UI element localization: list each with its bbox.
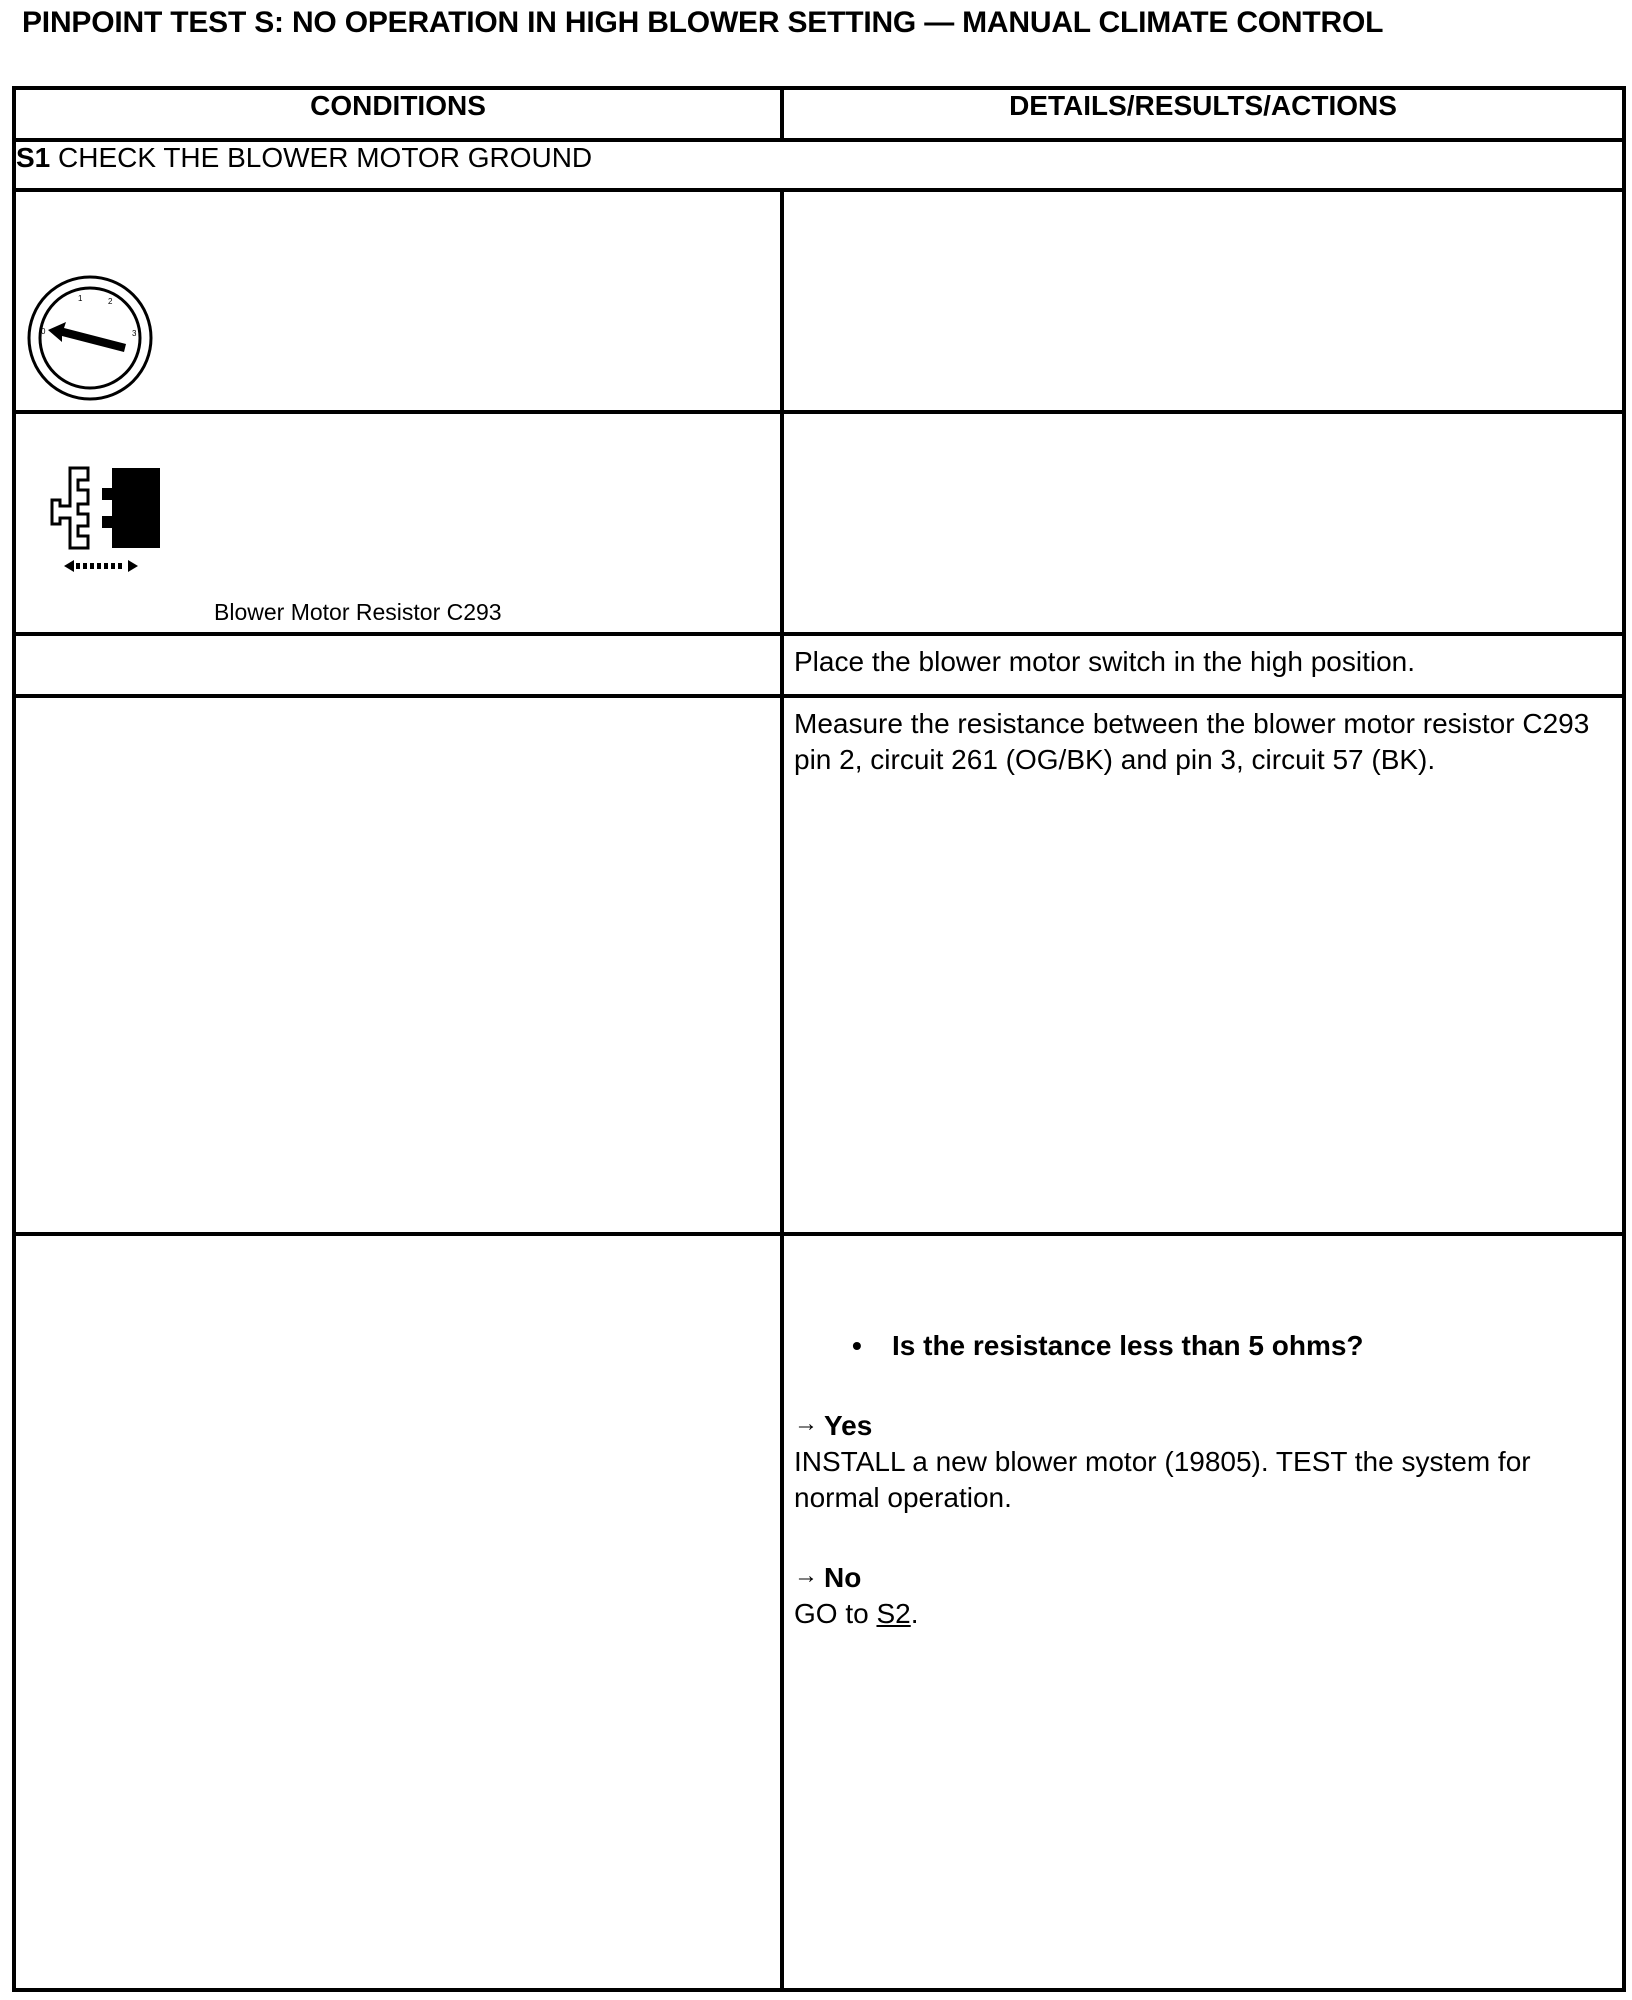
goto-s2-link[interactable]: S2 (876, 1598, 911, 1629)
details-cell (782, 190, 1624, 412)
svg-text:2: 2 (108, 297, 113, 306)
details-cell (782, 634, 1624, 696)
answer-yes-text: INSTALL a new blower motor (19805). TEST the system for normal operation. (794, 1446, 1531, 1513)
step-label: CHECK THE BLOWER MOTOR GROUND (58, 142, 593, 173)
table-row (14, 696, 1624, 1234)
step-id: S1 (16, 142, 51, 173)
svg-text:0: 0 (41, 327, 46, 336)
ignition-switch-off-icon (26, 274, 154, 402)
conditions-cell (14, 634, 782, 696)
question (794, 1328, 1612, 1364)
answer-no-text (794, 1596, 1612, 1632)
arrow-icon: → (794, 1410, 818, 1437)
question-text: Is the resistance less than 5 ohms? (892, 1330, 1364, 1361)
details-cell (782, 696, 1624, 1234)
connector-caption: Blower Motor Resistor C293 (214, 599, 502, 625)
arrow-icon: → (794, 1562, 818, 1589)
answer-no-label (794, 1558, 1612, 1596)
disconnect-connector-icon (30, 460, 160, 590)
step-heading (14, 140, 1624, 190)
conditions-cell (14, 1234, 782, 1990)
table-row (14, 190, 1624, 412)
svg-text:3: 3 (132, 329, 137, 338)
table-row (14, 1234, 1624, 1990)
details-cell (782, 1234, 1624, 1990)
table-header-row (14, 88, 1624, 140)
table-row (14, 634, 1624, 696)
conditions-cell (14, 696, 782, 1234)
pinpoint-test-table (12, 86, 1626, 1992)
column-header-details: DETAILS/RESULTS/ACTIONS (782, 88, 1624, 140)
conditions-cell (14, 190, 782, 412)
conditions-cell (14, 412, 782, 634)
instruction-measure: Measure the resistance between the blower motor resistor C293 pin 2, circuit 261 (OG/BK) and pin 3, circuit 57 (BK). (794, 708, 1590, 775)
bullet: • (852, 1330, 862, 1361)
yes-label-text: Yes (824, 1410, 873, 1441)
column-header-conditions: CONDITIONS (14, 88, 782, 140)
table-row (14, 412, 1624, 634)
no-label-text: No (824, 1562, 862, 1593)
svg-text:1: 1 (78, 294, 83, 303)
answer-yes-label (794, 1406, 1612, 1444)
step-row (14, 140, 1624, 190)
no-text-suffix: . (910, 1598, 919, 1629)
instruction-place: Place the blower motor switch in the high position. (794, 646, 1415, 677)
no-text-prefix: GO to (794, 1598, 877, 1629)
details-cell (782, 412, 1624, 634)
page-title: PINPOINT TEST S: NO OPERATION IN HIGH BLOWER SETTING — MANUAL CLIMATE CONTROL (22, 6, 1384, 39)
